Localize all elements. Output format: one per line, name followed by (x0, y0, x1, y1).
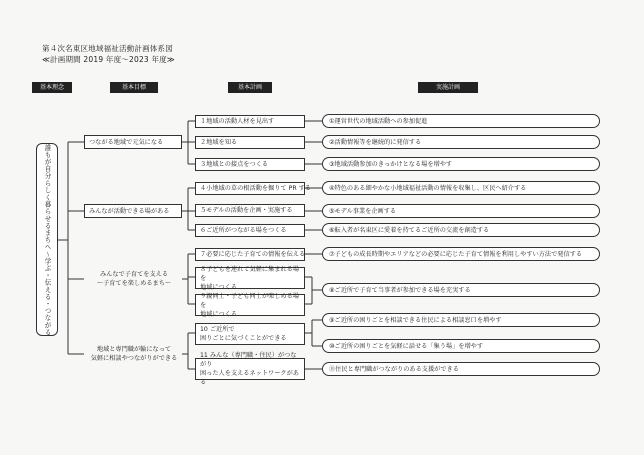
plan-3: ３地域との接点をつくる (195, 158, 305, 171)
action-6: ⑥転入者が名東区に愛着を持てるご近所の交流を創造する (322, 223, 600, 237)
plan-5: ５モデルの活動を企画・実施する (195, 204, 305, 217)
header-implementation: 実施計画 (418, 82, 478, 93)
plan-6: ６ご近所がつながる場をつくる (195, 224, 305, 237)
action-5: ⑤モデル事業を企画する (322, 204, 600, 218)
goal-3: みんなで子育てを支える ～子育てを楽しめるまち～ (96, 271, 172, 287)
header-basic-plan: 基本計画 (228, 82, 272, 93)
plan-11: 11 みんな（専門職・住民）がつながり 困った人を支えるネットワークがある (195, 358, 305, 380)
plan-period: ≪計画期間 2019 年度～2023 年度≫ (42, 55, 175, 64)
plan-1: １地域の活動人材を見出す (195, 115, 305, 128)
plan-8: ８子どもを連れて気軽に集まれる場を 地域につくる (195, 267, 305, 289)
basic-idea-box (36, 143, 58, 336)
action-10: ⑩ご近所の困りごとを気軽に話せる「集う場」を増やす (322, 339, 600, 353)
plan-2: ２地域を知る (195, 136, 305, 149)
action-3: ③地域活動参加のきっかけとなる場を増やす (322, 157, 600, 171)
action-9: ⑨ご近所の困りごとを相談できる住民による相談窓口を増やす (322, 313, 600, 327)
goal-1: つながる地域で元気になる (84, 135, 182, 149)
plan-10: 10 ご近所で 困りごとに気づくことができる (195, 323, 305, 345)
basic-idea-text: 誰もが自分らしく暮らせるまちへ～学ぶ・伝える・つながる (43, 143, 51, 336)
plan-4: ４小地域の草の根活動を掘りて PR する (195, 182, 305, 195)
action-1: ①運営世代の地域活動への参加促進 (322, 114, 600, 128)
action-11: ⑪住民と専門職がつながりのある支援ができる (322, 362, 600, 376)
plan-7: ７必要に応じた子育ての情報を伝える (195, 248, 305, 261)
header-basic-idea: 基本理念 (32, 82, 72, 93)
action-7: ⑦子どもの成長時期やエリアなどの必要に応じた子育て情報を利用しやすい方法で発信する (322, 247, 600, 261)
action-8: ⑧ご近所で子育て当事者が参加できる場を充実する (322, 283, 600, 297)
goal-4: 地域と専門職が輪になって 気軽に相談やつながりができる (90, 346, 178, 362)
plan-9: ９親同士・子ども同士が楽しめる場を 地域につくる (195, 294, 305, 316)
action-2: ②活動情報等を継続的に発信する (322, 135, 600, 149)
action-4: ④特色のある細やかな小地域福祉活動の情報を収集し、区民へ紹介する (322, 181, 600, 195)
header-basic-goal: 基本目標 (110, 82, 158, 93)
goal-2: みんなが活動できる場がある (84, 204, 182, 218)
document-title: 第４次名東区地域福祉活動計画体系図 (42, 44, 173, 53)
